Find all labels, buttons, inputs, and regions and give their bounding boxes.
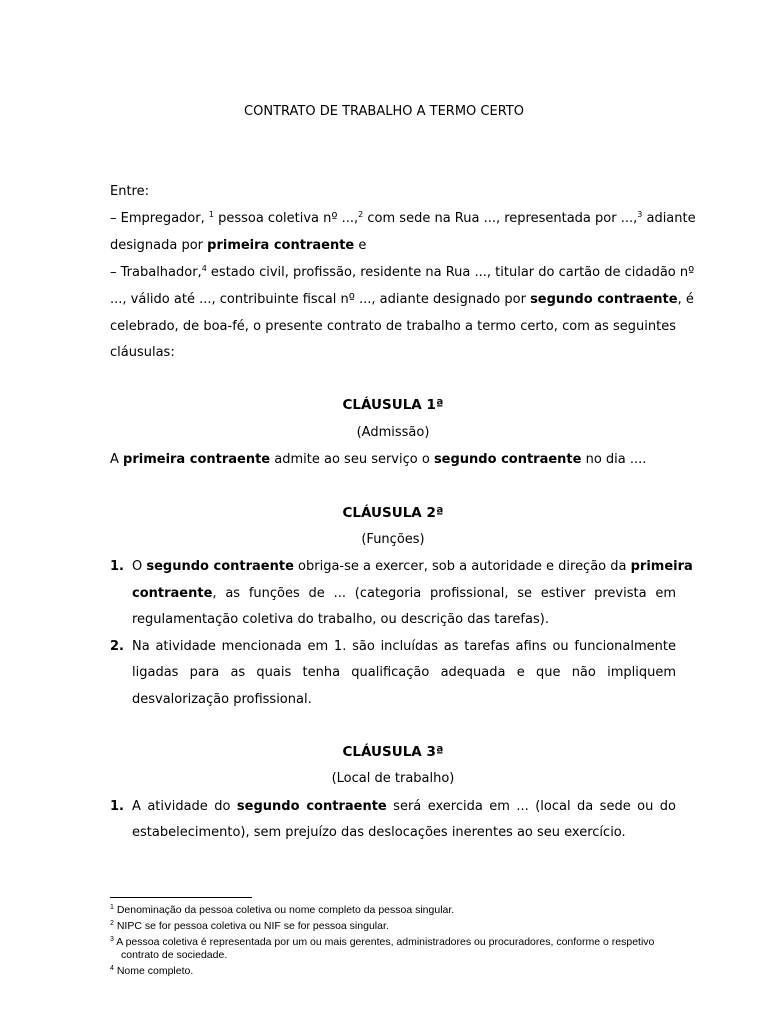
clause-2-heading: CLÁUSULA 2ª (342, 505, 444, 521)
footnote-3: $^3$ A pessoa coletiva é representada por um ou mais gerentes, administradores ou procuradores, conforme o respetivo (110, 936, 655, 948)
clause-1-heading: CLÁUSULA 1ª (342, 397, 444, 413)
intro-line-5: celebrado, de boa-fé, o presente contrato de trabalho a termo certo, com as seguintes (110, 319, 676, 334)
party-first-bold: primeira contraente (207, 238, 355, 253)
intro-line-2: designada por primeira contraente e (110, 238, 367, 253)
item-number: 2. (110, 639, 124, 654)
document-page: CONTRATO DE TRABALHO A TERMO CERTO Entre: – Empregador, $^1$ pessoa coletiva nº ...,$^2$ com sede na Rua ..., representada por ...,$^3$ adiante designada por primeira contraente e – Trabalhador,$^4$ estado civil, profissão, residente na Rua ..., titular do cartão de cidadão nº ..., válido até ..., contribuinte fiscal nº ..., adiante designado por segundo contraente, é celebrado, de boa-fé, o presente contrato de trabalho a termo certo, com as seguintes cláusulas: CLÁUSULA 1ª (Admissão) A primeira contraente admite ao seu serviço o segundo contraente no dia .... CLÁUSULA 2ª (Funções) 1. O segundo contraente obriga-se a exercer, sob a autoridade e direção da primeira contraente, as funções de ... (categoria profissional, se estiver prevista em regulamentação coletiva do trabalho, ou descrição das tarefas). 2. Na atividade mencionada em 1. são incluídas as tarefas afins ou funcionalmente ligadas para as quais tenha qualificação adequada e que não impliquem desvalorização profissional. CLÁUSULA 3ª (Local de trabalho) 1. A atividade do segundo contraente será exercida em ... (local da sede ou do estabelecimento), sem prejuízo das deslocações inerentes ao seu exercício. $^1$ Denominação da pessoa coletiva ou nome completo da pessoa singular. $^2$ NIPC se for pessoa coletiva ou NIF se for pessoa singular. $^3$ A pessoa coletiva é representada por um ou mais gerentes, administradores ou procuradores, conforme o respetivo contrato de sociedade. $^4$ Nome completo. (0, 0, 768, 1024)
footnote-ref-4: 4 (201, 264, 207, 273)
footnote-ref-3: 3 (637, 210, 643, 219)
intro-line-4: ..., válido até ..., contribuinte fiscal nº ..., adiante designado por segundo contraente, é (110, 292, 694, 307)
intro-line-3: – Trabalhador,$^4$ estado civil, profissão, residente na Rua ..., titular do cartão de cidadão nº (110, 264, 695, 280)
clause-3-subheading: (Local de trabalho) (331, 771, 455, 786)
clause-2-subheading: (Funções) (361, 532, 425, 547)
item-number: 1. (110, 799, 124, 814)
intro-entre: Entre: (110, 184, 149, 199)
footnote-3-continued: contrato de sociedade. (121, 949, 228, 961)
intro-line-6: cláusulas: (110, 345, 175, 360)
footnote-4: $^4$ Nome completo. (110, 965, 194, 977)
clause-3-heading: CLÁUSULA 3ª (342, 744, 444, 760)
item-number: 1. (110, 559, 124, 574)
footnote-2: $^2$ NIPC se for pessoa coletiva ou NIF se for pessoa singular. (110, 920, 389, 932)
footnote-ref-2: 2 (358, 210, 364, 219)
clause-1-text: A primeira contraente admite ao seu serviço o segundo contraente no dia .... (110, 452, 647, 467)
clause-1-subheading: (Admissão) (356, 425, 430, 440)
footnote-separator (110, 897, 252, 898)
document-title: CONTRATO DE TRABALHO A TERMO CERTO (244, 104, 524, 119)
party-second-bold: segundo contraente (530, 292, 678, 307)
footnote-ref-1: 1 (208, 210, 214, 219)
footnote-1: $^1$ Denominação da pessoa coletiva ou nome completo da pessoa singular. (110, 904, 455, 916)
intro-line-1: – Empregador, $^1$ pessoa coletiva nº ...,$^2$ com sede na Rua ..., representada por ...,$^3$ adiante (110, 210, 696, 226)
